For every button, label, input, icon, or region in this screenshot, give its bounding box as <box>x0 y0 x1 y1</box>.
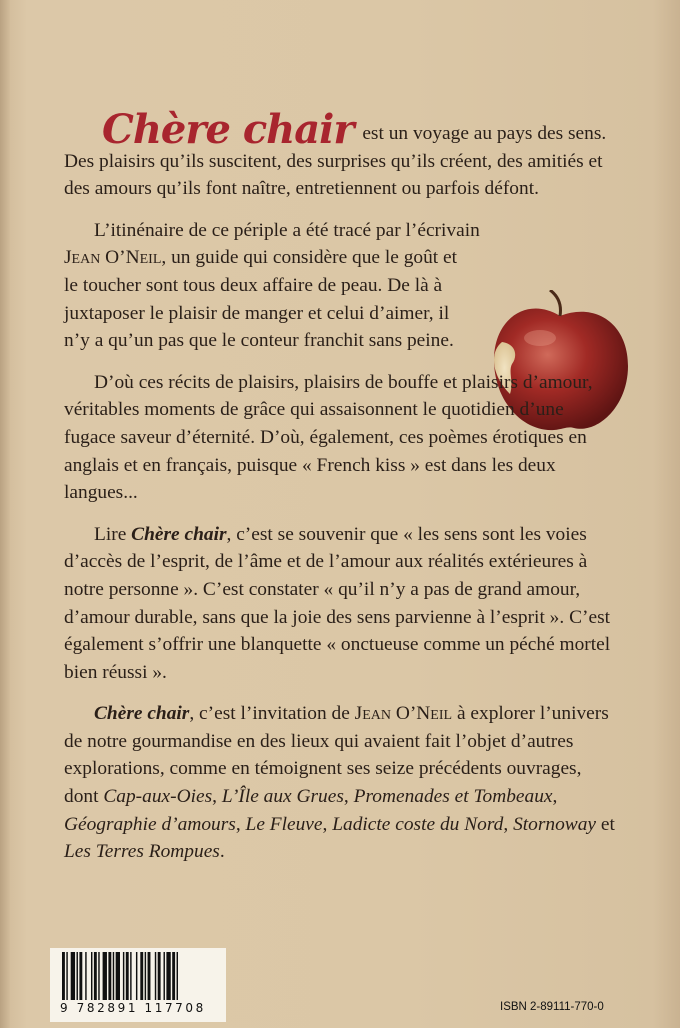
apple-wrap-space <box>470 217 620 329</box>
author-name: Jean O’Neil <box>64 247 162 269</box>
barcode-bar <box>62 952 65 1000</box>
work-title: Le Fleuve <box>245 813 323 835</box>
author-name: Jean O’Neil <box>354 703 453 725</box>
barcode-bar <box>172 952 175 1000</box>
barcode-bar <box>116 952 120 1000</box>
spine-edge <box>0 0 10 1028</box>
barcode-bar <box>113 952 114 1000</box>
barcode-bar <box>79 952 82 1000</box>
separator: , <box>343 786 349 808</box>
barcode-bar <box>164 952 165 1000</box>
separator: , <box>212 786 217 808</box>
barcode-bar <box>98 952 99 1000</box>
separator: , <box>322 813 328 835</box>
barcode-bar <box>130 952 131 1000</box>
barcode-bar <box>166 952 170 1000</box>
barcode-bar <box>103 952 107 1000</box>
separator: , <box>503 813 509 835</box>
barcode-digits: 9 782891 117708 <box>60 1001 206 1015</box>
barcode-bar <box>94 952 97 1000</box>
paragraph-5-text: à explorer l’univers de notre gourmandise en des lieux qui avaient fait l’objet d’autres explorations, comme en témoignent ses seize précédents ouvrages, dont <box>64 703 609 808</box>
barcode-bar <box>155 952 156 1000</box>
barcode-icon <box>50 948 226 1002</box>
separator: . <box>219 841 225 863</box>
paragraph-4-lead: Lire <box>94 523 127 545</box>
barcode-bar <box>71 952 75 1000</box>
barcode-bar <box>126 952 129 1000</box>
barcode-bar <box>158 952 161 1000</box>
work-title: Les Terres Rompues <box>64 841 220 863</box>
isbn-label: ISBN 2-89111-770-0 <box>500 1001 604 1013</box>
separator: et <box>600 813 615 835</box>
paragraph-1-text: est un voyage au pays des sens. Des plaisirs qu’ils suscitent, des surprises qu’ils créent, des amitiés et des amours qu’ils font naître, entretiennent ou parfois défont. <box>64 123 607 200</box>
blurb-text <box>64 106 620 880</box>
blurb-paragraph-1 <box>64 106 620 203</box>
barcode-bar <box>136 952 137 1000</box>
barcode-bar <box>140 952 143 1000</box>
work-title: Cap-aux-Oies <box>103 786 213 808</box>
paragraph-4-text: , c’est se souvenir que « les sens sont les voies d’accès de l’esprit, de l’âme et de l’amour aux réalités extérieures à notre personne ». C’est constater « qu’il n’y a pas de grand amour, d’amour durable, sans que la joie des sens parvienne à l’esprit ». C’est également s’offrir une blanquette « onctueuse comme un péché mortel bien réussi ». <box>64 523 611 683</box>
work-title: Géographie d’amours <box>64 813 236 835</box>
barcode-bar <box>66 952 67 1000</box>
barcode-bar <box>145 952 146 1000</box>
work-title: Stornoway <box>513 813 597 835</box>
barcode-bar <box>123 952 124 1000</box>
book-title-inline: Chère chair <box>94 703 190 725</box>
work-title: Ladicte coste du Nord <box>332 813 504 835</box>
separator: , <box>552 786 558 808</box>
barcode-bar <box>85 952 86 1000</box>
barcode-bar <box>91 952 92 1000</box>
blurb-paragraph-5 <box>64 700 620 866</box>
blurb-paragraph-3: D’où ces récits de plaisirs, plaisirs de bouffe et plaisirs d’amour, véritables moments de grâce qui assaisonnent le quotidien d’une fugace saveur d’éternité. D’où, également, ces poèmes érotiques en anglais et en français, puisque « French kiss » est dans les deux langues... <box>64 371 593 504</box>
blurb-paragraph-2 <box>64 217 620 355</box>
blurb-paragraph-4 <box>64 521 620 687</box>
barcode-bar <box>77 952 78 1000</box>
paragraph-5-mid: , c’est l’invitation de <box>189 703 350 725</box>
book-title-inline: Chère chair <box>131 523 227 545</box>
work-title: Promenades et Tombeaux <box>353 786 553 808</box>
paragraph-2-after: , un guide qui considère que le goût et le toucher sont tous deux affaire de peau. De là à juxtaposer le plaisir de manger et celui d’aimer, il n’y a qu’un pas que le conteur franchit sans peine. <box>64 247 458 352</box>
barcode-bar <box>108 952 111 1000</box>
work-title: L’Île aux Grues <box>221 786 344 808</box>
book-title: Chère chair <box>102 106 354 153</box>
barcode-bar <box>177 952 178 1000</box>
paragraph-2-before: L’itinénaire de ce périple a été tracé par l’écrivain <box>94 219 480 241</box>
barcode-bar <box>148 952 151 1000</box>
separator: , <box>235 813 241 835</box>
